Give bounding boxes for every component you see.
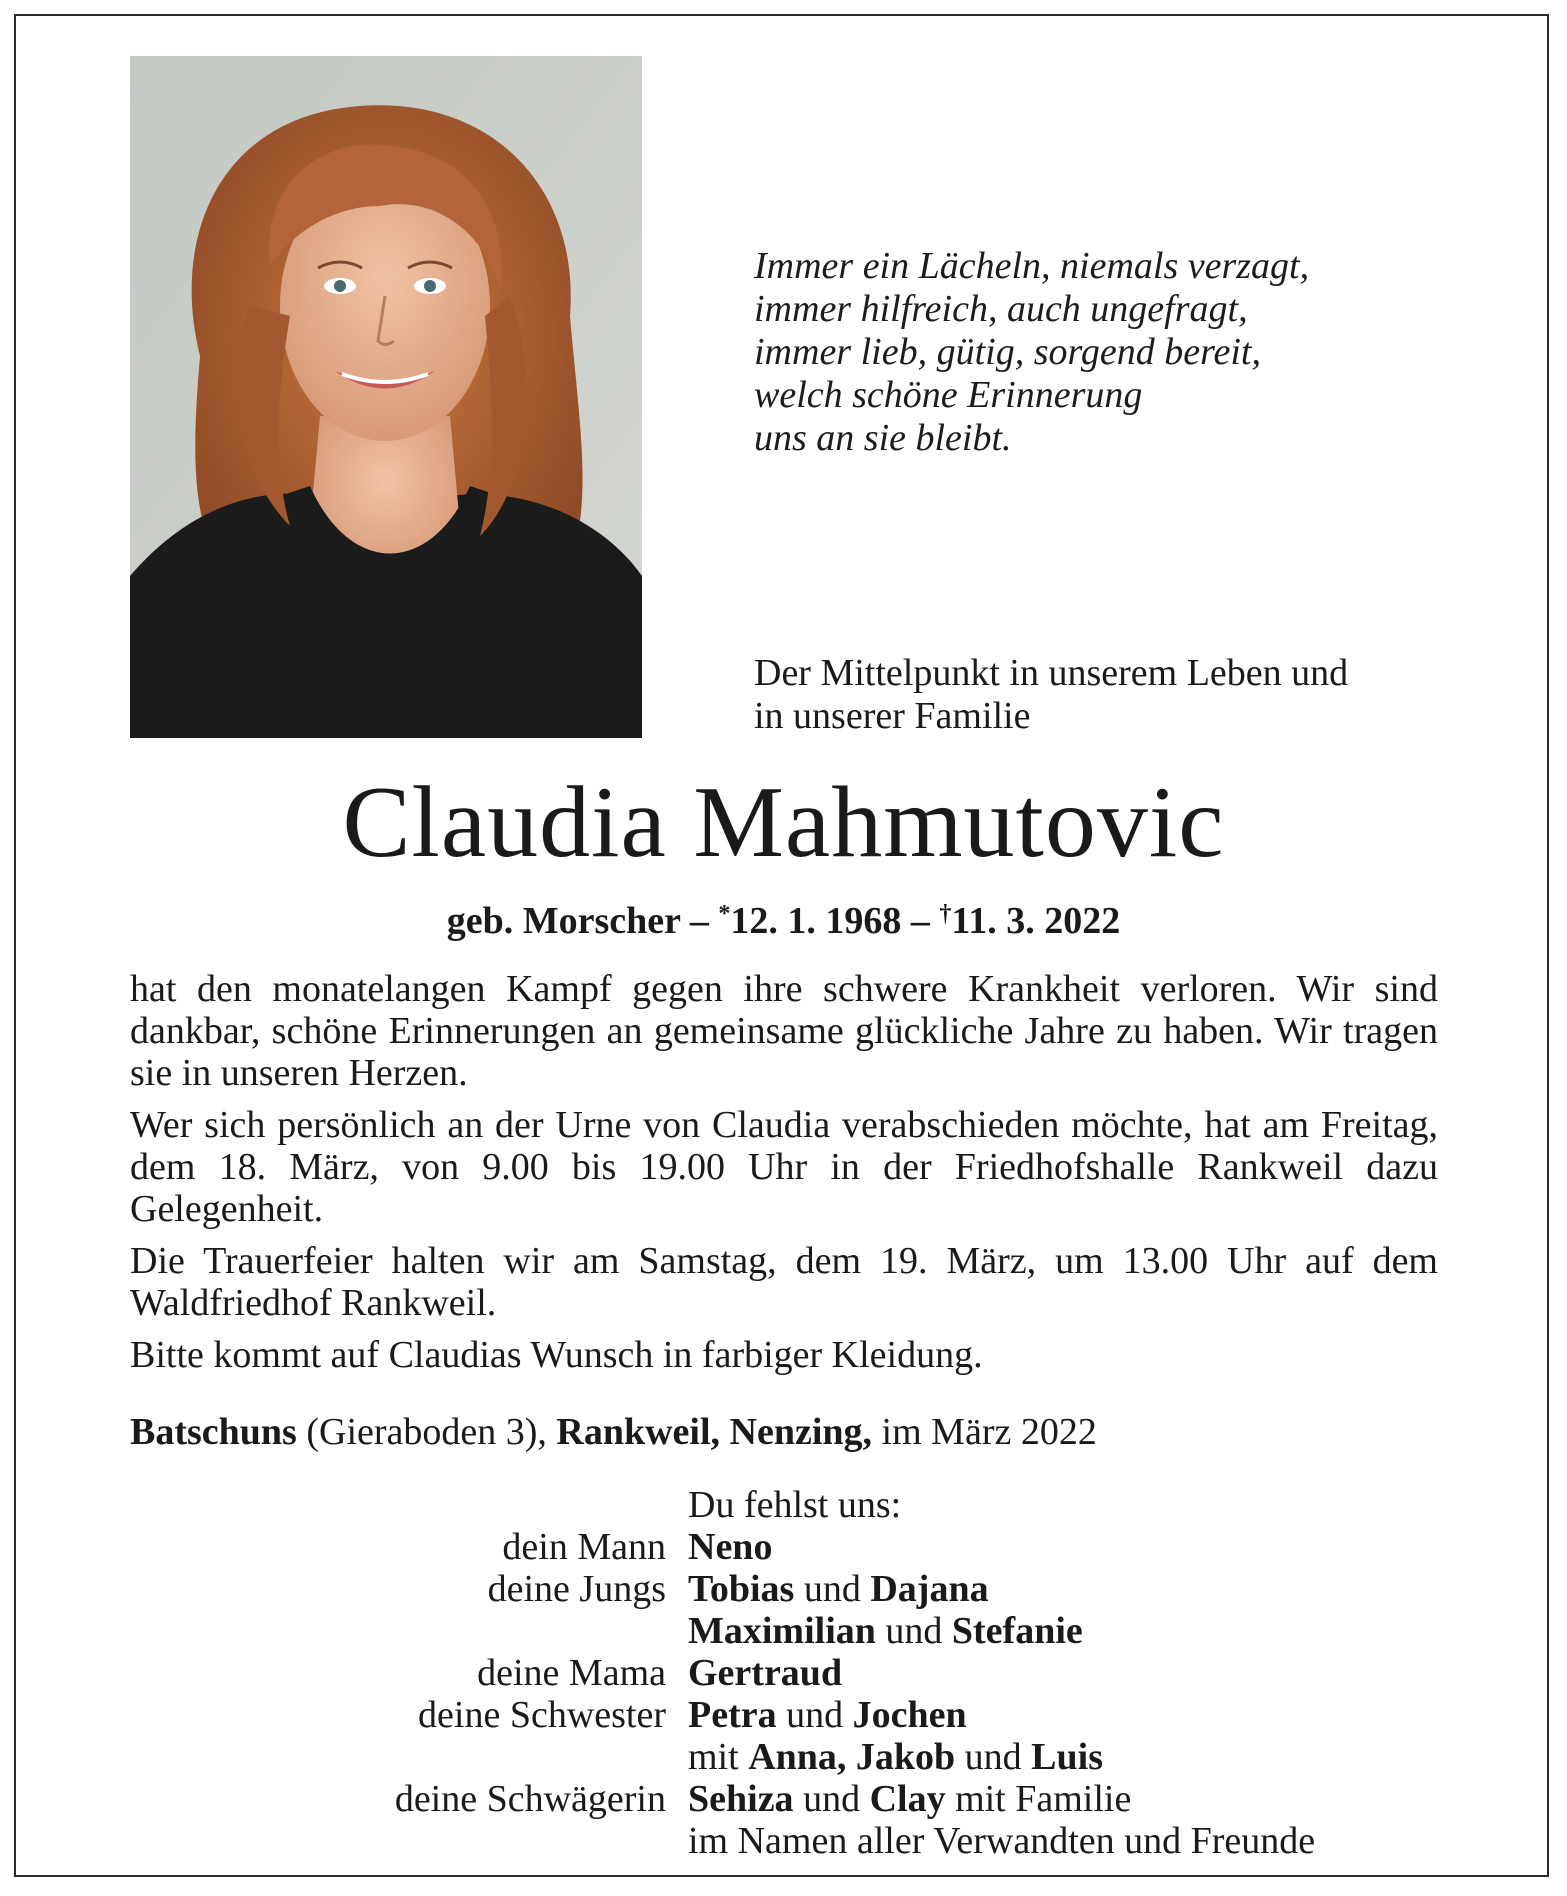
relation [130, 1736, 688, 1778]
family-row [130, 1526, 1460, 1568]
family-name: Petra [688, 1694, 777, 1736]
family-name: Gertraud [688, 1652, 843, 1694]
intro-text [754, 652, 1348, 738]
death-symbol: † [939, 901, 952, 927]
conjunction: und [803, 1778, 861, 1820]
family-name: Jochen [852, 1694, 967, 1736]
conjunction: und [786, 1694, 844, 1736]
family-name: Dajana [870, 1568, 989, 1610]
family-heading: Du fehlst uns: [688, 1484, 902, 1526]
family-name: Anna, Jakob [748, 1736, 956, 1778]
conjunction: und [964, 1736, 1022, 1778]
body-paragraph: Wer sich persönlich an der Urne von Claudia verabschieden möchte, hat am Freitag, dem 18. März, von 9.00 bis 19.00 Uhr in der Friedhofshalle Rankweil dazu Gelegenheit. [130, 1104, 1438, 1230]
dash: – [689, 900, 709, 942]
address: (Gieraboden 3), [306, 1411, 547, 1453]
family-heading-row [130, 1484, 1460, 1526]
family-closing: im Namen aller Verwandten und Freunde [688, 1820, 1316, 1862]
poem-line: Immer ein Lächeln, niemals verzagt, [754, 245, 1310, 287]
body-paragraph: Die Trauerfeier halten wir am Samstag, dem 19. März, um 13.00 Uhr auf dem Waldfriedhof Rankweil. [130, 1240, 1438, 1324]
dash: – [910, 900, 930, 942]
suffix: mit Familie [955, 1778, 1132, 1820]
poem [754, 245, 1309, 460]
town: Batschuns [130, 1411, 297, 1453]
poem-line: uns an sie bleibt. [754, 417, 1012, 459]
family-row [130, 1778, 1460, 1820]
poem-line: welch schöne Erinnerung [754, 374, 1143, 416]
family-name: Tobias [688, 1568, 795, 1610]
family-name: Neno [688, 1526, 773, 1568]
prefix: mit [688, 1736, 739, 1778]
born-as: geb. Morscher [446, 900, 681, 942]
family-row [130, 1694, 1460, 1736]
family-name: Luis [1031, 1736, 1103, 1778]
life-dates [0, 892, 1567, 943]
deceased-name: Claudia Mahmutovic [342, 766, 1225, 879]
family-closing-row [130, 1820, 1460, 1862]
family-row [130, 1568, 1460, 1610]
place-and-date [130, 1410, 1097, 1454]
intro-line: in unserer Familie [754, 695, 1031, 737]
relation: deine Mama [477, 1652, 666, 1694]
portrait-photo [130, 56, 642, 738]
family-row [130, 1610, 1460, 1652]
conjunction: und [885, 1610, 943, 1652]
portrait-illustration [130, 56, 642, 738]
intro-line: Der Mittelpunkt in unserem Leben und [754, 652, 1349, 694]
birth-symbol: * [718, 901, 731, 927]
family-row [130, 1652, 1460, 1694]
relation: deine Schwägerin [394, 1778, 666, 1820]
body-paragraph: Bitte kommt auf Claudias Wunsch in farbiger Kleidung. [130, 1334, 983, 1376]
relation: dein Mann [502, 1526, 666, 1568]
family-name: Stefanie [951, 1610, 1083, 1652]
poem-line: immer lieb, gütig, sorgend bereit, [754, 331, 1261, 373]
body-paragraph: hat den monatelangen Kampf gegen ihre schwere Krankheit verloren. Wir sind dankbar, schöne Erinnerungen an gemeinsame glückliche Jahre zu haben. Wir tragen sie in unseren Herzen. [130, 968, 1438, 1094]
poem-line: immer hilfreich, auch ungefragt, [754, 288, 1248, 330]
birth-date: 12. 1. 1968 [730, 900, 902, 942]
relation: deine Jungs [487, 1568, 666, 1610]
family-name: Clay [869, 1778, 946, 1820]
death-date: 11. 3. 2022 [951, 900, 1121, 942]
month-year: im März 2022 [881, 1411, 1097, 1453]
family-row [130, 1736, 1460, 1778]
relation [130, 1610, 688, 1652]
conjunction: und [803, 1568, 861, 1610]
towns: Rankweil, Nenzing, [556, 1411, 873, 1453]
family-list [130, 1484, 1460, 1862]
family-name: Maximilian [688, 1610, 876, 1652]
announcement-body [130, 968, 1438, 1386]
family-name: Sehiza [688, 1778, 794, 1820]
relation: deine Schwester [418, 1694, 666, 1736]
